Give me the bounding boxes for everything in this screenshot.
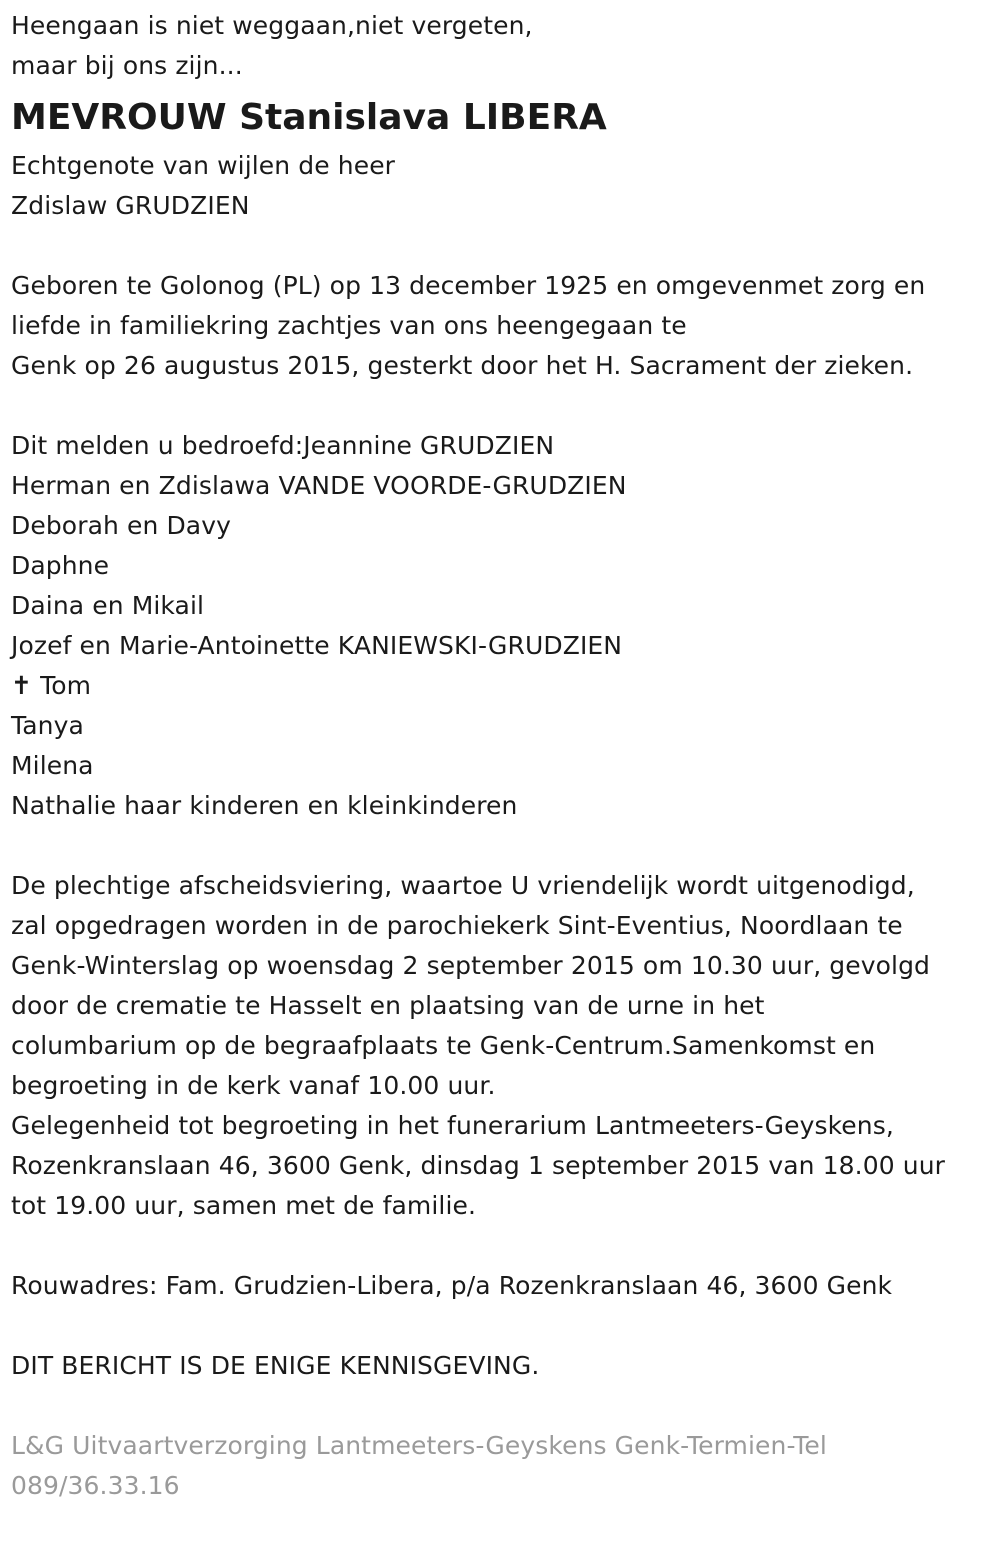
- birth-death-line: Geboren te Golonog (PL) op 13 december 1925 en omgevenmet zorg en: [11, 271, 926, 300]
- family-member: Tanya: [11, 711, 84, 740]
- spacer: [11, 1386, 1000, 1426]
- spacer: [11, 826, 1000, 866]
- birth-death-line: Genk op 26 augustus 2015, gesterkt door het H. Sacrament der zieken.: [11, 351, 914, 380]
- ceremony-line: zal opgedragen worden in de parochiekerk Sint-Eventius, Noordlaan te: [11, 911, 903, 940]
- family-list: [11, 426, 1000, 826]
- family-member-deceased: [11, 666, 1000, 706]
- birth-death-line: liefde in familiekring zachtjes van ons heengegaan te: [11, 311, 687, 340]
- ceremony-line: tot 19.00 uur, samen met de familie.: [11, 1191, 477, 1220]
- spouse-info: [11, 146, 1000, 226]
- family-member: Herman en Zdislawa VANDE VOORDE-GRUDZIEN: [11, 471, 627, 500]
- motto-line: maar bij ons zijn...: [11, 51, 243, 80]
- ceremony-line: Gelegenheid tot begroeting in het funerarium Lantmeeters-Geyskens,: [11, 1111, 894, 1140]
- footer-phone: 089/36.33.16: [11, 1471, 180, 1500]
- ceremony-line: columbarium op de begraafplaats te Genk-Centrum.Samenkomst en: [11, 1031, 876, 1060]
- family-intro: Dit melden u bedroefd:Jeannine GRUDZIEN: [11, 431, 555, 460]
- family-member: Jozef en Marie-Antoinette KANIEWSKI-GRUDZIEN: [11, 631, 623, 660]
- notice: DIT BERICHT IS DE ENIGE KENNISGEVING.: [11, 1351, 540, 1380]
- cross-icon: ✝: [11, 671, 33, 700]
- spacer: [11, 1306, 1000, 1346]
- family-member: Daphne: [11, 551, 110, 580]
- family-member: Milena: [11, 751, 94, 780]
- motto-line: Heengaan is niet weggaan,niet vergeten,: [11, 11, 533, 40]
- ceremony-line: Rozenkranslaan 46, 3600 Genk, dinsdag 1 september 2015 van 18.00 uur: [11, 1151, 946, 1180]
- birth-death-info: [11, 266, 1000, 386]
- ceremony-line: De plechtige afscheidsviering, waartoe U vriendelijk wordt uitgenodigd,: [11, 871, 915, 900]
- footer-line: L&G Uitvaartverzorging Lantmeeters-Geyskens Genk-Termien-Tel: [11, 1431, 827, 1460]
- family-member: Daina en Mikail: [11, 591, 205, 620]
- funeral-home-footer: [11, 1426, 1000, 1506]
- ceremony-line: door de crematie te Hasselt en plaatsing van de urne in het: [11, 991, 765, 1020]
- family-member: Nathalie haar kinderen en kleinkinderen: [11, 791, 518, 820]
- mourning-address: Rouwadres: Fam. Grudzien-Libera, p/a Rozenkranslaan 46, 3600 Genk: [11, 1271, 893, 1300]
- deceased-name-title: MEVROUW Stanislava LIBERA: [11, 97, 607, 138]
- ceremony-line: begroeting in de kerk vanaf 10.00 uur.: [11, 1071, 496, 1100]
- spacer: [11, 226, 1000, 266]
- motto: [11, 6, 1000, 86]
- spouse-line: Zdislaw GRUDZIEN: [11, 191, 250, 220]
- spacer: [11, 386, 1000, 426]
- spouse-line: Echtgenote van wijlen de heer: [11, 151, 396, 180]
- ceremony-info: [11, 866, 1000, 1226]
- ceremony-line: Genk-Winterslag op woensdag 2 september 2015 om 10.30 uur, gevolgd: [11, 951, 931, 980]
- family-member: Deborah en Davy: [11, 511, 232, 540]
- spacer: [11, 1226, 1000, 1266]
- deceased-family-name: Tom: [40, 671, 92, 700]
